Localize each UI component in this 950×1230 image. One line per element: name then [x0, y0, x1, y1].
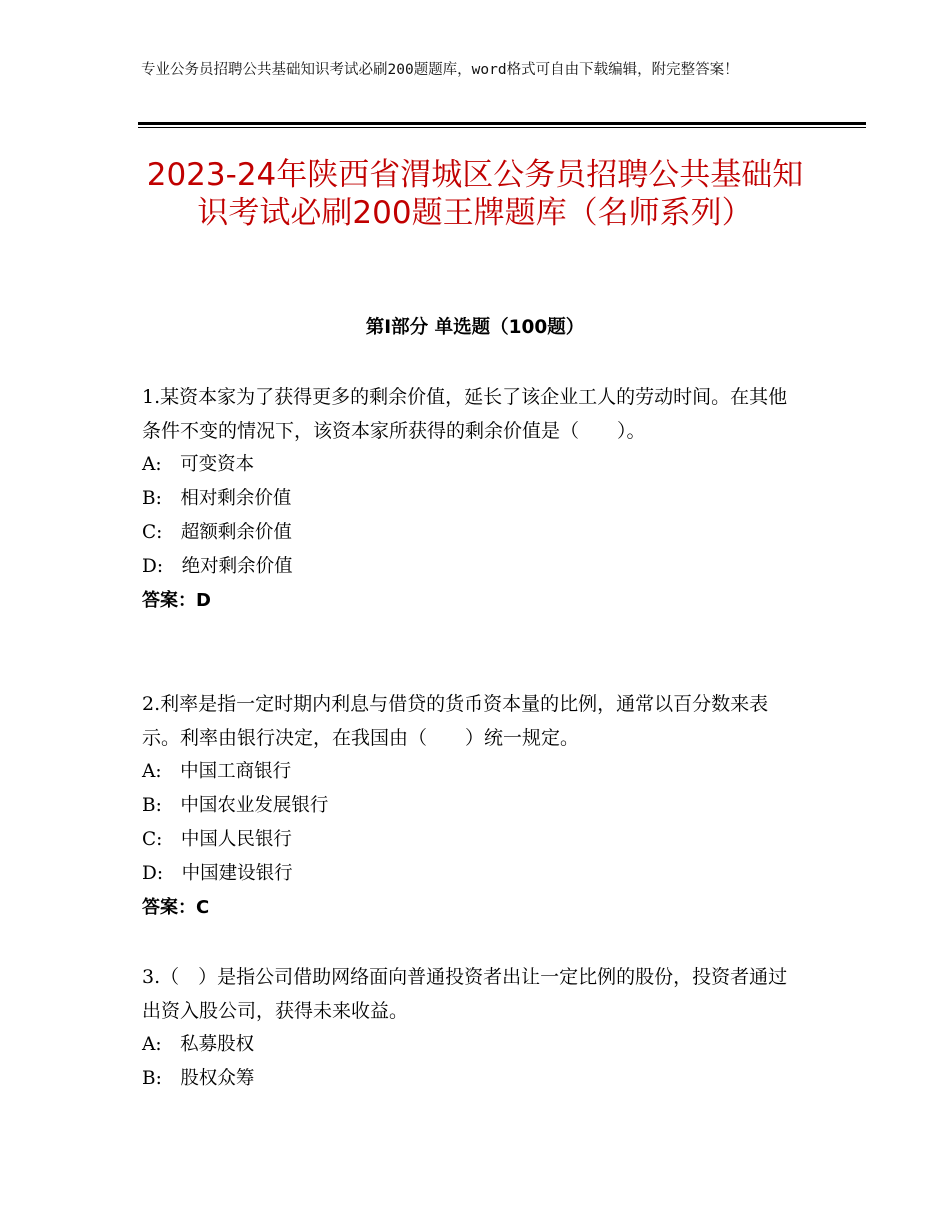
header-divider-thick	[138, 122, 866, 125]
question-1-answer: 答案：D	[142, 590, 211, 611]
question-1-option-b: B: 相对剩余价值	[142, 488, 292, 509]
question-3-option-b: B: 股权众筹	[142, 1068, 255, 1089]
question-2-stem: 2.利率是指一定时期内利息与借贷的货币资本量的比例，通常以百分数来表示。利率由银行决定，在我国由（ ）统一规定。	[142, 693, 769, 749]
question-3-option-a: A: 私募股权	[142, 1034, 255, 1055]
question-1-option-d: D: 绝对剩余价值	[142, 556, 293, 577]
question-2-answer: 答案：C	[142, 897, 210, 918]
section-heading: 第Ⅰ部分 单选题（100题）	[365, 317, 585, 338]
document-title: 2023-24年陕西省渭城区公务员招聘公共基础知识考试必刷200题王牌题库（名师系列）	[146, 157, 804, 231]
question-2	[142, 687, 804, 925]
question-1-stem: 1.某资本家为了获得更多的剩余价值，延长了该企业工人的劳动时间。在其他条件不变的情况下，该资本家所获得的剩余价值是（ ）。	[142, 386, 788, 442]
question-3	[142, 960, 804, 1096]
question-2-option-d: D: 中国建设银行	[142, 863, 293, 884]
question-1-option-a: A: 可变资本	[142, 454, 255, 475]
question-2-option-b: B: 中国农业发展银行	[142, 795, 329, 816]
question-2-option-c: C: 中国人民银行	[142, 829, 292, 850]
question-1	[142, 380, 804, 618]
header-divider-thin	[138, 127, 866, 128]
header-note: 专业公务员招聘公共基础知识考试必刷200题题库，word格式可自由下载编辑，附完整答案！	[141, 62, 739, 78]
question-2-option-a: A: 中国工商银行	[142, 761, 292, 782]
question-3-stem: 3.（ ）是指公司借助网络面向普通投资者出让一定比例的股份，投资者通过出资入股公司，获得未来收益。	[142, 966, 788, 1022]
question-1-option-c: C: 超额剩余价值	[142, 522, 292, 543]
